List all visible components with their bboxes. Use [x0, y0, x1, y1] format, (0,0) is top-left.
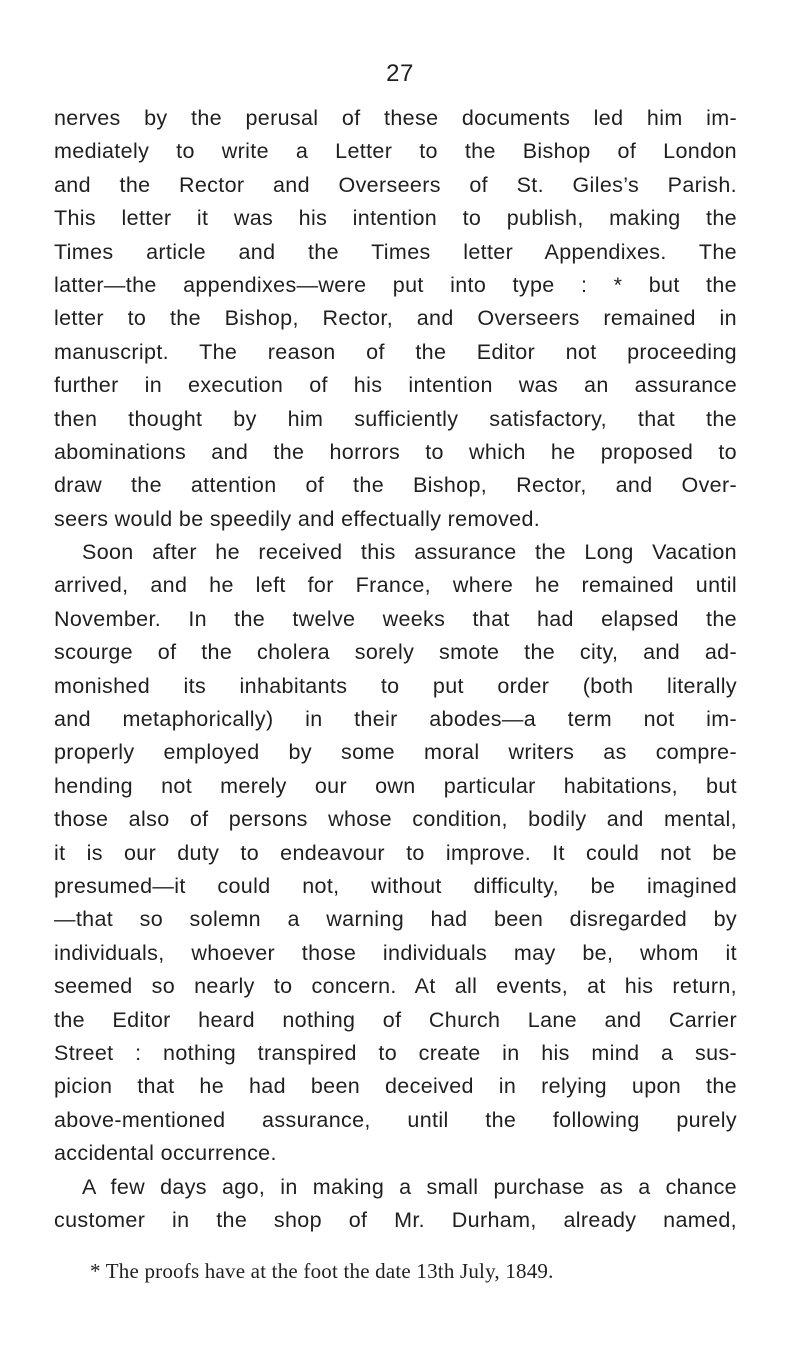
text-line: customer in the shop of Mr. Durham, already named,: [54, 1207, 737, 1232]
text-line: monished its inhabitants to put order (both literally: [54, 673, 737, 698]
text-line: the Editor heard nothing of Church Lane and Carrier: [54, 1007, 737, 1032]
text-line: presumed—it could not, without difficulty, be imagined: [54, 873, 737, 898]
text-line: latter—the appendixes—were put into type : * but the: [54, 272, 737, 297]
text-line: above-mentioned assurance, until the following purely: [54, 1107, 737, 1132]
text-line: those also of persons whose condition, bodily and mental,: [54, 807, 737, 832]
text-line: draw the attention of the Bishop, Rector, and Over-: [54, 473, 737, 498]
text-line: A few days ago, in making a small purchase as a chance: [82, 1174, 737, 1199]
text-line: seers would be speedily and effectually removed.: [54, 506, 541, 531]
text-line: November. In the twelve weeks that had elapsed the: [54, 606, 737, 631]
body-text: [54, 102, 737, 1237]
text-line: individuals, whoever those individuals may be, whom it: [54, 940, 737, 965]
text-line: seemed so nearly to concern. At all events, at his return,: [54, 974, 737, 999]
footnote: * The proofs have at the foot the date 13th July, 1849.: [90, 1259, 554, 1283]
text-line: and metaphorically) in their abodes—a term not im-: [54, 707, 737, 732]
text-line: hending not merely our own particular habitations, but: [54, 773, 737, 798]
text-line: further in execution of his intention was an assurance: [54, 373, 737, 398]
text-line: arrived, and he left for France, where he remained until: [54, 573, 737, 598]
text-line: scourge of the cholera sorely smote the city, and ad-: [54, 640, 737, 665]
text-line: letter to the Bishop, Rector, and Overseers remained in: [54, 306, 737, 331]
text-line: it is our duty to endeavour to improve. It could not be: [54, 840, 737, 865]
text-line: and the Rector and Overseers of St. Giles’s Parish.: [54, 172, 737, 197]
text-line: mediately to write a Letter to the Bishop of London: [54, 139, 737, 164]
text-line: nerves by the perusal of these documents led him im-: [54, 106, 737, 130]
text-line: accidental occurrence.: [54, 1141, 277, 1166]
text-line: then thought by him sufficiently satisfactory, that the: [54, 406, 737, 431]
text-line: properly employed by some moral writers as compre-: [54, 740, 737, 765]
text-line: Times article and the Times letter Appendixes. The: [54, 239, 737, 264]
text-line: picion that he had been deceived in relying upon the: [54, 1074, 737, 1099]
text-line: abominations and the horrors to which he proposed to: [54, 439, 737, 464]
page-number: 27: [386, 60, 414, 87]
text-line: manuscript. The reason of the Editor not proceeding: [54, 339, 737, 364]
text-line: Street : nothing transpired to create in his mind a sus-: [54, 1040, 737, 1065]
text-line: This letter it was his intention to publish, making the: [54, 206, 737, 231]
text-line: —that so solemn a warning had been disregarded by: [54, 907, 737, 932]
text-line: Soon after he received this assurance the Long Vacation: [82, 540, 737, 565]
